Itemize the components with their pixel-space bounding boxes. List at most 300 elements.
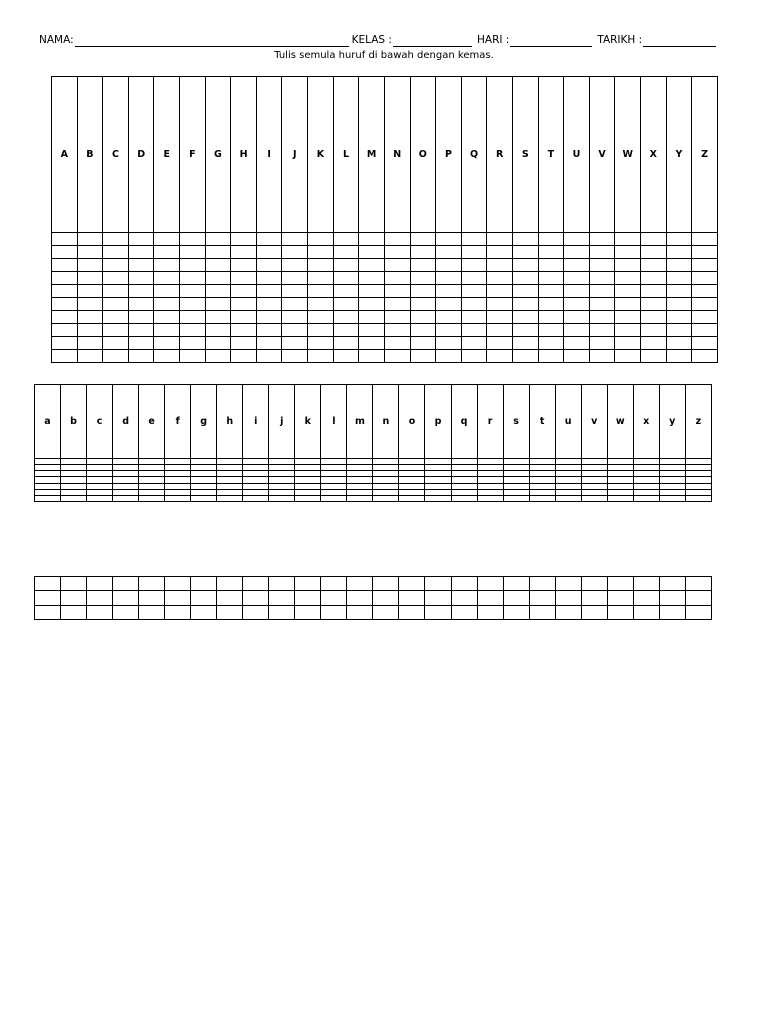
blank-writing-cell[interactable] bbox=[217, 591, 243, 605]
uppercase-writing-cell[interactable] bbox=[589, 350, 615, 363]
uppercase-writing-cell[interactable] bbox=[359, 298, 385, 311]
uppercase-writing-cell[interactable] bbox=[436, 233, 462, 246]
uppercase-writing-cell[interactable] bbox=[641, 311, 667, 324]
uppercase-writing-cell[interactable] bbox=[564, 246, 590, 259]
uppercase-writing-cell[interactable] bbox=[77, 246, 103, 259]
uppercase-writing-cell[interactable] bbox=[564, 233, 590, 246]
uppercase-writing-cell[interactable] bbox=[359, 233, 385, 246]
uppercase-writing-cell[interactable] bbox=[154, 233, 180, 246]
uppercase-writing-cell[interactable] bbox=[308, 259, 334, 272]
uppercase-writing-cell[interactable] bbox=[308, 324, 334, 337]
uppercase-writing-cell[interactable] bbox=[564, 350, 590, 363]
uppercase-writing-cell[interactable] bbox=[103, 350, 129, 363]
uppercase-writing-cell[interactable] bbox=[589, 324, 615, 337]
uppercase-writing-cell[interactable] bbox=[538, 272, 564, 285]
uppercase-writing-cell[interactable] bbox=[282, 285, 308, 298]
uppercase-writing-cell[interactable] bbox=[359, 259, 385, 272]
tarikh-field[interactable] bbox=[597, 34, 716, 47]
blank-writing-cell[interactable] bbox=[321, 577, 347, 591]
uppercase-writing-cell[interactable] bbox=[52, 337, 78, 350]
uppercase-writing-cell[interactable] bbox=[384, 311, 410, 324]
uppercase-writing-cell[interactable] bbox=[52, 246, 78, 259]
uppercase-writing-cell[interactable] bbox=[333, 285, 359, 298]
blank-writing-cell[interactable] bbox=[347, 591, 373, 605]
blank-writing-cell[interactable] bbox=[139, 591, 165, 605]
uppercase-writing-cell[interactable] bbox=[308, 337, 334, 350]
uppercase-writing-cell[interactable] bbox=[615, 259, 641, 272]
uppercase-writing-cell[interactable] bbox=[410, 259, 436, 272]
uppercase-writing-cell[interactable] bbox=[154, 337, 180, 350]
lowercase-writing-cell[interactable] bbox=[61, 495, 87, 501]
blank-writing-cell[interactable] bbox=[113, 577, 139, 591]
uppercase-writing-cell[interactable] bbox=[512, 233, 538, 246]
blank-writing-cell[interactable] bbox=[477, 605, 503, 619]
lowercase-writing-cell[interactable] bbox=[139, 495, 165, 501]
uppercase-writing-cell[interactable] bbox=[512, 298, 538, 311]
kelas-field[interactable] bbox=[352, 34, 472, 47]
uppercase-writing-cell[interactable] bbox=[512, 259, 538, 272]
uppercase-writing-cell[interactable] bbox=[231, 272, 257, 285]
blank-writing-cell[interactable] bbox=[555, 591, 581, 605]
blank-writing-cell[interactable] bbox=[659, 591, 685, 605]
blank-writing-cell[interactable] bbox=[373, 577, 399, 591]
uppercase-writing-cell[interactable] bbox=[282, 272, 308, 285]
uppercase-writing-cell[interactable] bbox=[538, 259, 564, 272]
uppercase-writing-cell[interactable] bbox=[103, 298, 129, 311]
uppercase-writing-cell[interactable] bbox=[128, 311, 154, 324]
lowercase-writing-cell[interactable] bbox=[87, 495, 113, 501]
uppercase-writing-cell[interactable] bbox=[52, 259, 78, 272]
lowercase-writing-cell[interactable] bbox=[269, 495, 295, 501]
blank-writing-cell[interactable] bbox=[373, 591, 399, 605]
uppercase-writing-cell[interactable] bbox=[410, 272, 436, 285]
blank-writing-cell[interactable] bbox=[425, 591, 451, 605]
lowercase-writing-cell[interactable] bbox=[581, 495, 607, 501]
uppercase-writing-cell[interactable] bbox=[538, 324, 564, 337]
uppercase-writing-cell[interactable] bbox=[205, 324, 231, 337]
uppercase-writing-cell[interactable] bbox=[180, 298, 206, 311]
uppercase-writing-cell[interactable] bbox=[205, 246, 231, 259]
uppercase-writing-cell[interactable] bbox=[692, 233, 718, 246]
uppercase-writing-cell[interactable] bbox=[692, 246, 718, 259]
uppercase-writing-cell[interactable] bbox=[615, 246, 641, 259]
uppercase-writing-cell[interactable] bbox=[308, 311, 334, 324]
uppercase-writing-cell[interactable] bbox=[231, 350, 257, 363]
uppercase-writing-cell[interactable] bbox=[666, 311, 692, 324]
uppercase-writing-cell[interactable] bbox=[461, 259, 487, 272]
blank-writing-cell[interactable] bbox=[269, 591, 295, 605]
blank-writing-cell[interactable] bbox=[165, 591, 191, 605]
uppercase-writing-cell[interactable] bbox=[436, 285, 462, 298]
uppercase-writing-cell[interactable] bbox=[564, 259, 590, 272]
lowercase-writing-cell[interactable] bbox=[35, 495, 61, 501]
blank-writing-cell[interactable] bbox=[607, 577, 633, 591]
uppercase-writing-cell[interactable] bbox=[564, 272, 590, 285]
uppercase-writing-cell[interactable] bbox=[615, 337, 641, 350]
uppercase-writing-cell[interactable] bbox=[77, 233, 103, 246]
uppercase-writing-cell[interactable] bbox=[410, 324, 436, 337]
blank-writing-cell[interactable] bbox=[581, 591, 607, 605]
uppercase-writing-cell[interactable] bbox=[231, 285, 257, 298]
uppercase-writing-cell[interactable] bbox=[512, 311, 538, 324]
uppercase-writing-cell[interactable] bbox=[692, 272, 718, 285]
lowercase-writing-cell[interactable] bbox=[191, 495, 217, 501]
uppercase-writing-cell[interactable] bbox=[128, 246, 154, 259]
blank-writing-cell[interactable] bbox=[347, 577, 373, 591]
blank-writing-cell[interactable] bbox=[321, 591, 347, 605]
blank-writing-cell[interactable] bbox=[581, 605, 607, 619]
uppercase-writing-cell[interactable] bbox=[589, 311, 615, 324]
uppercase-writing-cell[interactable] bbox=[564, 298, 590, 311]
uppercase-writing-cell[interactable] bbox=[692, 337, 718, 350]
uppercase-writing-cell[interactable] bbox=[205, 233, 231, 246]
uppercase-writing-cell[interactable] bbox=[52, 350, 78, 363]
lowercase-writing-cell[interactable] bbox=[373, 495, 399, 501]
uppercase-writing-cell[interactable] bbox=[205, 298, 231, 311]
uppercase-writing-cell[interactable] bbox=[564, 337, 590, 350]
uppercase-writing-cell[interactable] bbox=[692, 285, 718, 298]
blank-writing-cell[interactable] bbox=[451, 605, 477, 619]
uppercase-writing-cell[interactable] bbox=[666, 337, 692, 350]
uppercase-writing-cell[interactable] bbox=[538, 311, 564, 324]
uppercase-writing-cell[interactable] bbox=[436, 298, 462, 311]
uppercase-writing-cell[interactable] bbox=[205, 272, 231, 285]
uppercase-writing-cell[interactable] bbox=[615, 311, 641, 324]
blank-writing-cell[interactable] bbox=[685, 591, 711, 605]
blank-writing-cell[interactable] bbox=[503, 591, 529, 605]
uppercase-writing-cell[interactable] bbox=[589, 272, 615, 285]
blank-writing-cell[interactable] bbox=[139, 577, 165, 591]
uppercase-writing-cell[interactable] bbox=[77, 350, 103, 363]
uppercase-writing-cell[interactable] bbox=[180, 233, 206, 246]
uppercase-writing-cell[interactable] bbox=[538, 246, 564, 259]
uppercase-writing-cell[interactable] bbox=[308, 285, 334, 298]
uppercase-writing-cell[interactable] bbox=[52, 272, 78, 285]
uppercase-writing-cell[interactable] bbox=[180, 324, 206, 337]
blank-writing-cell[interactable] bbox=[61, 605, 87, 619]
uppercase-writing-cell[interactable] bbox=[333, 350, 359, 363]
uppercase-writing-cell[interactable] bbox=[538, 233, 564, 246]
uppercase-writing-cell[interactable] bbox=[205, 337, 231, 350]
uppercase-writing-cell[interactable] bbox=[461, 324, 487, 337]
blank-writing-cell[interactable] bbox=[191, 591, 217, 605]
uppercase-writing-cell[interactable] bbox=[487, 285, 513, 298]
uppercase-writing-cell[interactable] bbox=[77, 298, 103, 311]
uppercase-writing-cell[interactable] bbox=[692, 324, 718, 337]
uppercase-writing-cell[interactable] bbox=[308, 298, 334, 311]
uppercase-writing-cell[interactable] bbox=[410, 350, 436, 363]
blank-writing-cell[interactable] bbox=[633, 577, 659, 591]
uppercase-writing-cell[interactable] bbox=[487, 298, 513, 311]
blank-writing-cell[interactable] bbox=[399, 605, 425, 619]
uppercase-writing-cell[interactable] bbox=[128, 298, 154, 311]
uppercase-writing-cell[interactable] bbox=[589, 233, 615, 246]
uppercase-writing-cell[interactable] bbox=[333, 272, 359, 285]
uppercase-writing-cell[interactable] bbox=[180, 285, 206, 298]
uppercase-writing-cell[interactable] bbox=[564, 324, 590, 337]
uppercase-writing-cell[interactable] bbox=[410, 233, 436, 246]
uppercase-writing-cell[interactable] bbox=[564, 311, 590, 324]
lowercase-writing-cell[interactable] bbox=[295, 495, 321, 501]
blank-writing-cell[interactable] bbox=[477, 577, 503, 591]
uppercase-writing-cell[interactable] bbox=[692, 298, 718, 311]
uppercase-writing-cell[interactable] bbox=[103, 259, 129, 272]
uppercase-writing-cell[interactable] bbox=[384, 324, 410, 337]
hari-field[interactable] bbox=[477, 34, 592, 47]
lowercase-writing-cell[interactable] bbox=[555, 495, 581, 501]
uppercase-writing-cell[interactable] bbox=[384, 259, 410, 272]
blank-writing-cell[interactable] bbox=[659, 605, 685, 619]
uppercase-writing-cell[interactable] bbox=[128, 337, 154, 350]
uppercase-writing-cell[interactable] bbox=[692, 350, 718, 363]
kelas-blank-line[interactable] bbox=[393, 36, 472, 47]
lowercase-writing-cell[interactable] bbox=[607, 495, 633, 501]
nama-blank-line[interactable] bbox=[75, 36, 349, 47]
uppercase-writing-cell[interactable] bbox=[154, 324, 180, 337]
uppercase-writing-cell[interactable] bbox=[436, 259, 462, 272]
uppercase-writing-cell[interactable] bbox=[103, 233, 129, 246]
blank-writing-cell[interactable] bbox=[295, 591, 321, 605]
uppercase-writing-cell[interactable] bbox=[180, 350, 206, 363]
uppercase-writing-cell[interactable] bbox=[52, 311, 78, 324]
uppercase-writing-cell[interactable] bbox=[256, 298, 282, 311]
blank-writing-cell[interactable] bbox=[217, 577, 243, 591]
uppercase-writing-cell[interactable] bbox=[538, 337, 564, 350]
uppercase-writing-cell[interactable] bbox=[359, 311, 385, 324]
uppercase-writing-cell[interactable] bbox=[487, 233, 513, 246]
uppercase-writing-cell[interactable] bbox=[128, 272, 154, 285]
uppercase-writing-cell[interactable] bbox=[333, 246, 359, 259]
uppercase-writing-cell[interactable] bbox=[641, 350, 667, 363]
uppercase-writing-cell[interactable] bbox=[282, 324, 308, 337]
lowercase-writing-cell[interactable] bbox=[217, 495, 243, 501]
uppercase-writing-cell[interactable] bbox=[308, 233, 334, 246]
blank-writing-cell[interactable] bbox=[165, 577, 191, 591]
uppercase-writing-cell[interactable] bbox=[589, 259, 615, 272]
blank-writing-cell[interactable] bbox=[685, 577, 711, 591]
uppercase-writing-cell[interactable] bbox=[410, 298, 436, 311]
blank-writing-cell[interactable] bbox=[399, 591, 425, 605]
uppercase-writing-cell[interactable] bbox=[256, 259, 282, 272]
uppercase-writing-cell[interactable] bbox=[487, 324, 513, 337]
uppercase-writing-cell[interactable] bbox=[180, 259, 206, 272]
blank-writing-cell[interactable] bbox=[295, 577, 321, 591]
uppercase-writing-cell[interactable] bbox=[410, 246, 436, 259]
lowercase-writing-cell[interactable] bbox=[321, 495, 347, 501]
uppercase-writing-cell[interactable] bbox=[52, 298, 78, 311]
blank-writing-cell[interactable] bbox=[581, 577, 607, 591]
uppercase-writing-cell[interactable] bbox=[564, 285, 590, 298]
uppercase-writing-cell[interactable] bbox=[205, 285, 231, 298]
lowercase-writing-cell[interactable] bbox=[113, 495, 139, 501]
blank-writing-cell[interactable] bbox=[139, 605, 165, 619]
uppercase-writing-cell[interactable] bbox=[359, 337, 385, 350]
uppercase-writing-cell[interactable] bbox=[128, 324, 154, 337]
uppercase-writing-cell[interactable] bbox=[231, 259, 257, 272]
uppercase-writing-cell[interactable] bbox=[333, 324, 359, 337]
uppercase-writing-cell[interactable] bbox=[180, 311, 206, 324]
uppercase-writing-cell[interactable] bbox=[308, 246, 334, 259]
uppercase-writing-cell[interactable] bbox=[538, 285, 564, 298]
uppercase-writing-cell[interactable] bbox=[512, 246, 538, 259]
uppercase-writing-cell[interactable] bbox=[77, 285, 103, 298]
uppercase-writing-cell[interactable] bbox=[615, 285, 641, 298]
uppercase-writing-cell[interactable] bbox=[308, 272, 334, 285]
uppercase-writing-cell[interactable] bbox=[436, 272, 462, 285]
blank-writing-cell[interactable] bbox=[607, 591, 633, 605]
uppercase-writing-cell[interactable] bbox=[487, 350, 513, 363]
uppercase-writing-cell[interactable] bbox=[333, 311, 359, 324]
blank-writing-cell[interactable] bbox=[269, 605, 295, 619]
uppercase-writing-cell[interactable] bbox=[410, 285, 436, 298]
uppercase-writing-cell[interactable] bbox=[589, 298, 615, 311]
uppercase-writing-cell[interactable] bbox=[615, 272, 641, 285]
uppercase-writing-cell[interactable] bbox=[231, 246, 257, 259]
uppercase-writing-cell[interactable] bbox=[436, 337, 462, 350]
uppercase-writing-cell[interactable] bbox=[231, 298, 257, 311]
uppercase-writing-cell[interactable] bbox=[436, 324, 462, 337]
blank-writing-cell[interactable] bbox=[269, 577, 295, 591]
blank-writing-cell[interactable] bbox=[243, 577, 269, 591]
lowercase-writing-cell[interactable] bbox=[347, 495, 373, 501]
uppercase-writing-cell[interactable] bbox=[128, 233, 154, 246]
uppercase-writing-cell[interactable] bbox=[154, 246, 180, 259]
uppercase-writing-cell[interactable] bbox=[359, 350, 385, 363]
uppercase-writing-cell[interactable] bbox=[256, 272, 282, 285]
uppercase-writing-cell[interactable] bbox=[641, 298, 667, 311]
uppercase-writing-cell[interactable] bbox=[128, 350, 154, 363]
uppercase-writing-cell[interactable] bbox=[282, 337, 308, 350]
uppercase-writing-cell[interactable] bbox=[641, 272, 667, 285]
uppercase-writing-cell[interactable] bbox=[384, 285, 410, 298]
uppercase-writing-cell[interactable] bbox=[154, 311, 180, 324]
uppercase-writing-cell[interactable] bbox=[333, 233, 359, 246]
uppercase-writing-cell[interactable] bbox=[692, 311, 718, 324]
uppercase-writing-cell[interactable] bbox=[461, 285, 487, 298]
uppercase-writing-cell[interactable] bbox=[512, 272, 538, 285]
blank-writing-cell[interactable] bbox=[113, 605, 139, 619]
uppercase-writing-cell[interactable] bbox=[436, 350, 462, 363]
uppercase-writing-cell[interactable] bbox=[487, 259, 513, 272]
uppercase-writing-cell[interactable] bbox=[615, 233, 641, 246]
tarikh-blank-line[interactable] bbox=[643, 36, 716, 47]
blank-writing-cell[interactable] bbox=[529, 591, 555, 605]
uppercase-writing-cell[interactable] bbox=[333, 337, 359, 350]
lowercase-writing-cell[interactable] bbox=[529, 495, 555, 501]
uppercase-writing-cell[interactable] bbox=[180, 246, 206, 259]
uppercase-writing-cell[interactable] bbox=[256, 311, 282, 324]
lowercase-writing-cell[interactable] bbox=[165, 495, 191, 501]
uppercase-writing-cell[interactable] bbox=[436, 246, 462, 259]
uppercase-writing-cell[interactable] bbox=[666, 272, 692, 285]
blank-writing-cell[interactable] bbox=[633, 605, 659, 619]
uppercase-writing-cell[interactable] bbox=[692, 259, 718, 272]
uppercase-writing-cell[interactable] bbox=[641, 259, 667, 272]
uppercase-writing-cell[interactable] bbox=[666, 324, 692, 337]
uppercase-writing-cell[interactable] bbox=[333, 298, 359, 311]
lowercase-writing-cell[interactable] bbox=[451, 495, 477, 501]
uppercase-writing-cell[interactable] bbox=[666, 246, 692, 259]
uppercase-writing-cell[interactable] bbox=[461, 337, 487, 350]
uppercase-writing-cell[interactable] bbox=[103, 337, 129, 350]
uppercase-writing-cell[interactable] bbox=[487, 246, 513, 259]
uppercase-writing-cell[interactable] bbox=[384, 298, 410, 311]
uppercase-writing-cell[interactable] bbox=[282, 246, 308, 259]
uppercase-writing-cell[interactable] bbox=[461, 311, 487, 324]
uppercase-writing-cell[interactable] bbox=[359, 246, 385, 259]
uppercase-writing-cell[interactable] bbox=[52, 285, 78, 298]
uppercase-writing-cell[interactable] bbox=[666, 350, 692, 363]
uppercase-writing-cell[interactable] bbox=[256, 324, 282, 337]
uppercase-writing-cell[interactable] bbox=[256, 246, 282, 259]
blank-writing-cell[interactable] bbox=[321, 605, 347, 619]
uppercase-writing-cell[interactable] bbox=[666, 298, 692, 311]
uppercase-writing-cell[interactable] bbox=[308, 350, 334, 363]
uppercase-writing-cell[interactable] bbox=[359, 272, 385, 285]
blank-writing-cell[interactable] bbox=[295, 605, 321, 619]
blank-writing-cell[interactable] bbox=[451, 591, 477, 605]
blank-writing-cell[interactable] bbox=[35, 605, 61, 619]
uppercase-writing-cell[interactable] bbox=[538, 350, 564, 363]
uppercase-writing-cell[interactable] bbox=[384, 246, 410, 259]
nama-field[interactable] bbox=[39, 34, 349, 47]
blank-writing-cell[interactable] bbox=[503, 605, 529, 619]
uppercase-writing-cell[interactable] bbox=[128, 259, 154, 272]
uppercase-writing-cell[interactable] bbox=[512, 337, 538, 350]
uppercase-writing-cell[interactable] bbox=[410, 311, 436, 324]
blank-writing-cell[interactable] bbox=[425, 605, 451, 619]
uppercase-writing-cell[interactable] bbox=[103, 272, 129, 285]
uppercase-writing-cell[interactable] bbox=[666, 233, 692, 246]
uppercase-writing-cell[interactable] bbox=[512, 324, 538, 337]
blank-writing-cell[interactable] bbox=[217, 605, 243, 619]
uppercase-writing-cell[interactable] bbox=[154, 259, 180, 272]
blank-writing-cell[interactable] bbox=[555, 577, 581, 591]
uppercase-writing-cell[interactable] bbox=[77, 337, 103, 350]
uppercase-writing-cell[interactable] bbox=[256, 350, 282, 363]
uppercase-writing-cell[interactable] bbox=[154, 350, 180, 363]
uppercase-writing-cell[interactable] bbox=[282, 259, 308, 272]
blank-writing-cell[interactable] bbox=[61, 577, 87, 591]
uppercase-writing-cell[interactable] bbox=[641, 285, 667, 298]
uppercase-writing-cell[interactable] bbox=[154, 272, 180, 285]
uppercase-writing-cell[interactable] bbox=[333, 259, 359, 272]
uppercase-writing-cell[interactable] bbox=[231, 324, 257, 337]
blank-writing-cell[interactable] bbox=[529, 605, 555, 619]
uppercase-writing-cell[interactable] bbox=[666, 285, 692, 298]
uppercase-writing-cell[interactable] bbox=[77, 272, 103, 285]
uppercase-writing-cell[interactable] bbox=[77, 311, 103, 324]
uppercase-writing-cell[interactable] bbox=[256, 285, 282, 298]
blank-writing-cell[interactable] bbox=[399, 577, 425, 591]
blank-writing-cell[interactable] bbox=[425, 577, 451, 591]
lowercase-writing-cell[interactable] bbox=[425, 495, 451, 501]
uppercase-writing-cell[interactable] bbox=[487, 311, 513, 324]
uppercase-writing-cell[interactable] bbox=[282, 233, 308, 246]
blank-writing-cell[interactable] bbox=[35, 591, 61, 605]
uppercase-writing-cell[interactable] bbox=[487, 337, 513, 350]
lowercase-writing-cell[interactable] bbox=[659, 495, 685, 501]
uppercase-writing-cell[interactable] bbox=[410, 337, 436, 350]
uppercase-writing-cell[interactable] bbox=[256, 337, 282, 350]
lowercase-writing-cell[interactable] bbox=[399, 495, 425, 501]
blank-writing-cell[interactable] bbox=[87, 577, 113, 591]
uppercase-writing-cell[interactable] bbox=[641, 324, 667, 337]
blank-writing-cell[interactable] bbox=[373, 605, 399, 619]
uppercase-writing-cell[interactable] bbox=[384, 350, 410, 363]
uppercase-writing-cell[interactable] bbox=[384, 337, 410, 350]
blank-writing-cell[interactable] bbox=[529, 577, 555, 591]
